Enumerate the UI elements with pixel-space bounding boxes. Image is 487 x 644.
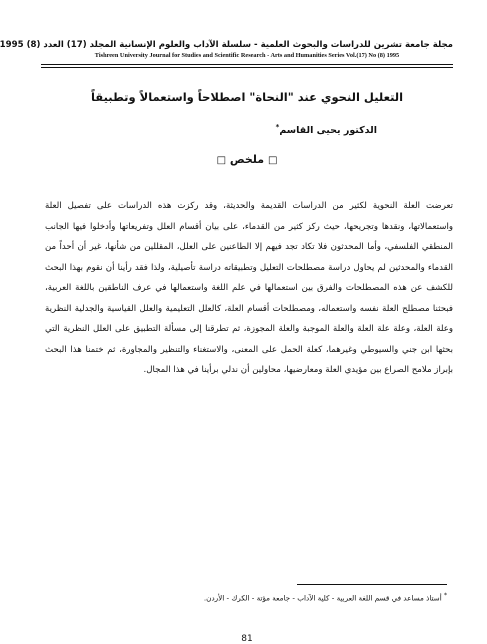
header-rule-thin xyxy=(41,67,453,68)
author-footnote-marker: * xyxy=(275,123,280,131)
abstract-heading xyxy=(7,153,487,166)
abstract-heading-text: ملخص xyxy=(229,153,265,166)
footnote xyxy=(204,592,447,602)
box-glyph-right: □ xyxy=(267,155,278,166)
abstract-body: تعرضت العلة النحوية لكثير من الدراسات القديمة والحديثة، وقد ركزت هذه الدراسات على تفصيل العلة واستعمالاتها، ونقدها وتجريحها، حيث ركز كثير من القدماء، على بيان أقسام العلل وتفريعاتها وأدخلوا فيها الجانب المنطقي الفلسفي، وأما المحدثون فلا تكاد تجد فيهم إلا الطاعنين على العلل، المقللين من شأنها، غير أن أحداً من القدماء والمحدثين لم يحاول دراسة مصطلحات التعليل وتطبيقاته دراسة تأصيلية، ولذا فقد رأينا أن نقوم بهذا البحث للكشف عن هذه المصطلحات والفرق بين استعمالها في علم اللغة واستعمالها في عرف الناطقين باللغة العربية، فبحثنا مصطلح العلة نفسه واستعماله، ومصطلحات أقسام العلة، كالعلل التعليمية والعلل القياسية والجدلية النظرية وعلة العلة، وعلة علة العلة والعلة الموجبة والعلة المجوزة، ثم تطرقنا إلى مسألة التطبيق على العلل النظرية التي بحثها ابن جني والسيوطي وغيرهما، كعلة الحمل على المعنى، والاستغناء والتنظير والمجاورة، ثم ختمنا هذا البحث بإبراز ملامح الصراع بين مؤيدي العلة ومعارضيها، محاولين أن ندلي برأينا في هذا المجال. xyxy=(45,201,453,375)
box-glyph-left: □ xyxy=(216,155,227,166)
journal-header-arabic: مجلة جامعة تشرين للدراسات والبحوث العلمية - سلسلة الآداب والعلوم الإنسانية المجلد (17) العدد (8) 1995 xyxy=(0,40,453,50)
article-title: التعليل النحوي عند "النحاة" اصطلاحاً واستعمالاً وتطبيقاً xyxy=(90,90,404,104)
footnote-text: أستاذ مساعد في قسم اللغة العربية - كلية الآداب - جامعة مؤتة - الكرك - الأردن. xyxy=(203,593,442,603)
footnote-rule xyxy=(297,584,447,585)
author-name: الدكتور يحيى القاسم xyxy=(279,125,377,137)
journal-header-english: Tishreen University Journal for Studies and Scientific Research - Arts and Humanities Series Vol.(17) No (8) 1995 xyxy=(94,52,400,59)
header-rule-thick xyxy=(41,64,453,65)
author-line xyxy=(276,123,377,136)
footnote-marker: * xyxy=(444,592,447,599)
page-number: 81 xyxy=(241,634,253,644)
